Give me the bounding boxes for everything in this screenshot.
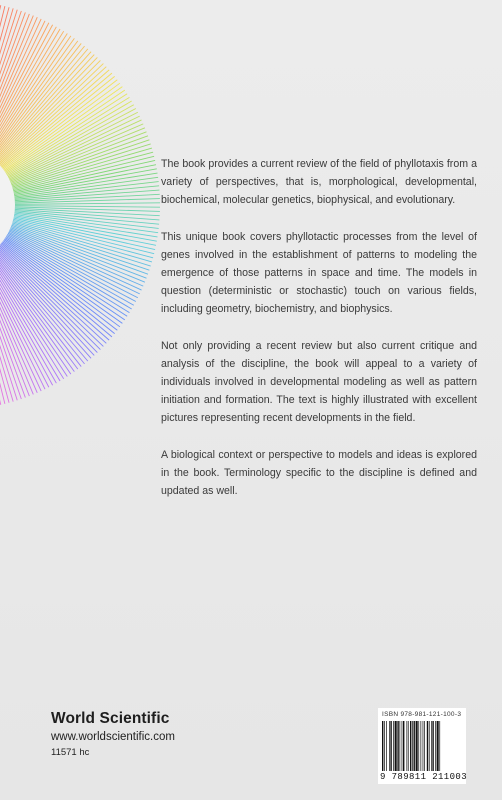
burst-ray: [0, 237, 106, 343]
publisher-block: [51, 710, 175, 759]
burst-ray: [0, 46, 85, 168]
burst-ray: [0, 108, 136, 182]
burst-ray: [0, 34, 67, 165]
barcode-bar: [432, 721, 433, 771]
burst-ray: [0, 87, 122, 178]
burst-ray: [0, 246, 64, 379]
burst-ray: [0, 116, 140, 184]
burst-ray: [0, 227, 138, 298]
isbn-label: ISBN 978-981-121-100-3: [382, 711, 462, 718]
burst-ray: [0, 57, 97, 170]
burst-ray: [0, 67, 106, 173]
burst-ray: [0, 70, 109, 173]
burst-ray: [0, 251, 17, 401]
burst-ray: [0, 235, 115, 333]
burst-ray: [0, 64, 103, 172]
barcode-bar: [423, 721, 424, 771]
barcode-bar: [439, 721, 440, 771]
burst-ray: [0, 49, 88, 169]
burst-ray: [0, 27, 56, 163]
burst-ray: [0, 252, 5, 404]
burst-ray: [0, 132, 146, 188]
burst-ray: [1, 219, 151, 266]
burst-ray: [3, 194, 160, 202]
barcode-bar: [437, 721, 439, 771]
burst-ray: [0, 76, 115, 174]
barcode-bar: [431, 721, 432, 771]
burst-ray: [0, 248, 45, 389]
burst-ray: [2, 215, 155, 249]
burst-ray: [2, 216, 155, 253]
burst-ray: [3, 211, 159, 232]
barcode-bar: [427, 721, 428, 771]
burst-ray: [0, 230, 129, 312]
barcode-bar: [400, 721, 401, 771]
burst-ray: [0, 43, 81, 167]
burst-ray: [0, 38, 74, 166]
burst-ray: [0, 228, 134, 305]
burst-ray: [0, 250, 29, 396]
burst-ray: [0, 236, 112, 337]
barcode-bar: [435, 721, 436, 771]
burst-ray: [0, 248, 49, 388]
burst-ray: [1, 220, 150, 270]
burst-ray: [0, 124, 143, 186]
burst-ray: [0, 16, 33, 161]
description-paragraph-2: This unique book covers phyllotactic processes from the level of genes involved in the establishment of patterns to modeling the emergence of those patterns in space and time. The models in question (deterministic or stochastic) touch on various fields, including geometry, biochemistry, and biophysics.: [161, 230, 477, 316]
burst-ray: [0, 19, 41, 161]
burst-ray: [0, 7, 9, 158]
burst-ray: [0, 80, 117, 176]
barcode-bar: [414, 721, 415, 771]
burst-ray: [1, 148, 152, 192]
burst-ray: [0, 52, 91, 169]
burst-ray: [1, 152, 153, 192]
burst-ray: [2, 169, 157, 197]
burst-ray: [0, 225, 142, 290]
publisher-name: World Scientific: [51, 710, 170, 727]
barcode-bar: [402, 721, 403, 771]
barcode-bar: [393, 721, 394, 771]
burst-ray: [0, 83, 120, 176]
burst-ray: [0, 226, 140, 294]
burst-ray: [0, 101, 132, 181]
burst-ray: [0, 228, 136, 302]
burst-ray: [0, 23, 49, 163]
burst-ray: [0, 90, 125, 178]
burst-ray: [0, 105, 134, 182]
burst-core: [0, 145, 15, 265]
burst-ray: [2, 156, 155, 193]
description-paragraph-3: Not only providing a recent review but also current critique and analysis of the discipline, the book will appeal to a variety of individuals involved in developmental modeling as well as pattern initiation and formation. The text is highly illustrated with excellent pictures representing recent developments in the field.: [161, 339, 477, 425]
burst-ray: [0, 97, 129, 179]
burst-ray: [1, 218, 152, 262]
burst-ray: [3, 199, 160, 204]
burst-ray: [1, 144, 151, 191]
burst-ray: [0, 221, 148, 274]
burst-ray: [0, 251, 13, 402]
burst-ray: [3, 206, 160, 208]
burst-ray: [0, 251, 9, 402]
burst-ray: [0, 94, 127, 179]
barcode-bar: [403, 721, 404, 771]
barcode-bar: [397, 721, 398, 771]
burst-ray: [0, 10, 17, 160]
burst-ray: [0, 247, 56, 383]
barcode-bar: [410, 721, 411, 771]
barcode-bar: [389, 721, 390, 771]
barcode-bar: [382, 721, 383, 771]
burst-ray: [2, 173, 157, 197]
burst-ray: [3, 190, 160, 201]
burst-ray: [0, 224, 143, 286]
burst-ray: [0, 14, 29, 160]
barcode-bar: [386, 721, 387, 771]
barcode-digits: 9 789811 211003: [380, 772, 468, 782]
barcode-bar: [408, 721, 409, 771]
burst-ray: [0, 249, 33, 394]
burst-ray: [0, 11, 21, 160]
burst-ray: [2, 160, 155, 194]
burst-ray: [0, 242, 88, 362]
burst-ray: [0, 112, 138, 183]
isbn-barcode: [378, 708, 466, 784]
burst-ray: [0, 17, 37, 161]
burst-ray: [2, 212, 157, 236]
burst-ray: [3, 203, 160, 205]
product-code: 11571 hc: [51, 747, 90, 758]
burst-ray: [0, 6, 5, 158]
burst-ray: [0, 244, 74, 372]
burst-ray: [3, 186, 159, 201]
burst-ray: [0, 21, 45, 162]
barcode-bar: [407, 721, 408, 771]
burst-ray: [0, 234, 120, 327]
burst-ray: [0, 246, 60, 381]
barcode-bar: [424, 721, 425, 771]
burst-ray: [3, 210, 159, 228]
burst-ray: [0, 241, 91, 358]
burst-ray: [0, 31, 64, 164]
barcode-bar: [412, 721, 413, 771]
burst-ray: [0, 231, 127, 316]
barcode-bars: [381, 721, 463, 771]
description-paragraph-1: The book provides a current review of the field of phyllotaxis from a variety of perspectives, that is, morphological, developmental, biochemical, molecular genetics, biophysical, and evolutionary.: [161, 158, 477, 207]
burst-ray: [0, 223, 145, 282]
burst-ray: [1, 140, 150, 190]
burst-ray: [0, 249, 41, 391]
burst-ray: [0, 5, 1, 158]
barcode-bar: [390, 721, 391, 771]
burst-ray: [0, 249, 37, 393]
barcode-bar: [384, 721, 385, 771]
burst-ray: [0, 222, 146, 278]
publisher-url: www.worldscientific.com: [51, 731, 175, 743]
burst-ray: [0, 237, 109, 340]
burst-ray: [0, 245, 71, 375]
burst-ray: [3, 208, 160, 216]
burst-ray: [0, 120, 142, 185]
barcode-bar: [416, 721, 418, 771]
burst-ray: [0, 243, 81, 367]
burst-ray: [1, 217, 153, 257]
burst-ray: [0, 240, 94, 355]
burst-ray: [0, 41, 78, 167]
barcode-bar: [429, 721, 430, 771]
burst-ray: [3, 207, 160, 212]
barcode-bar: [421, 721, 422, 771]
burst-ray: [0, 229, 132, 309]
burst-ray: [0, 250, 21, 399]
burst-ray: [0, 239, 100, 350]
burst-ray: [0, 240, 97, 353]
burst-ray: [0, 245, 67, 376]
burst-ray: [3, 209, 159, 224]
burst-ray: [0, 242, 85, 364]
burst-ray: [0, 136, 148, 189]
burst-ray: [0, 128, 145, 187]
burst-ray: [3, 182, 159, 200]
burst-ray: [0, 36, 71, 166]
book-description: [161, 155, 477, 518]
burst-ray: [0, 233, 122, 324]
barcode-bar: [395, 721, 397, 771]
burst-ray: [2, 213, 157, 241]
burst-ray: [0, 8, 13, 159]
burst-ray: [0, 238, 103, 346]
burst-ray: [0, 247, 53, 385]
burst-ray: [3, 209, 160, 220]
burst-ray: [0, 12, 25, 159]
burst-ray: [0, 232, 125, 320]
burst-ray: [0, 250, 25, 397]
burst-ray: [2, 214, 156, 245]
burst-ray: [2, 165, 156, 196]
burst-ray: [0, 234, 117, 330]
burst-ray: [0, 60, 100, 171]
description-paragraph-4: A biological context or perspective to models and ideas is explored in the book. Terminology specific to the discipline is defined and updated as well.: [161, 448, 477, 498]
burst-ray: [0, 29, 60, 164]
barcode-bar: [418, 721, 419, 771]
burst-ray: [0, 73, 112, 174]
burst-ray: [0, 55, 94, 170]
burst-ray: [0, 243, 78, 369]
burst-ray: [0, 252, 1, 405]
burst-ray: [3, 177, 159, 198]
burst-ray: [0, 25, 53, 163]
